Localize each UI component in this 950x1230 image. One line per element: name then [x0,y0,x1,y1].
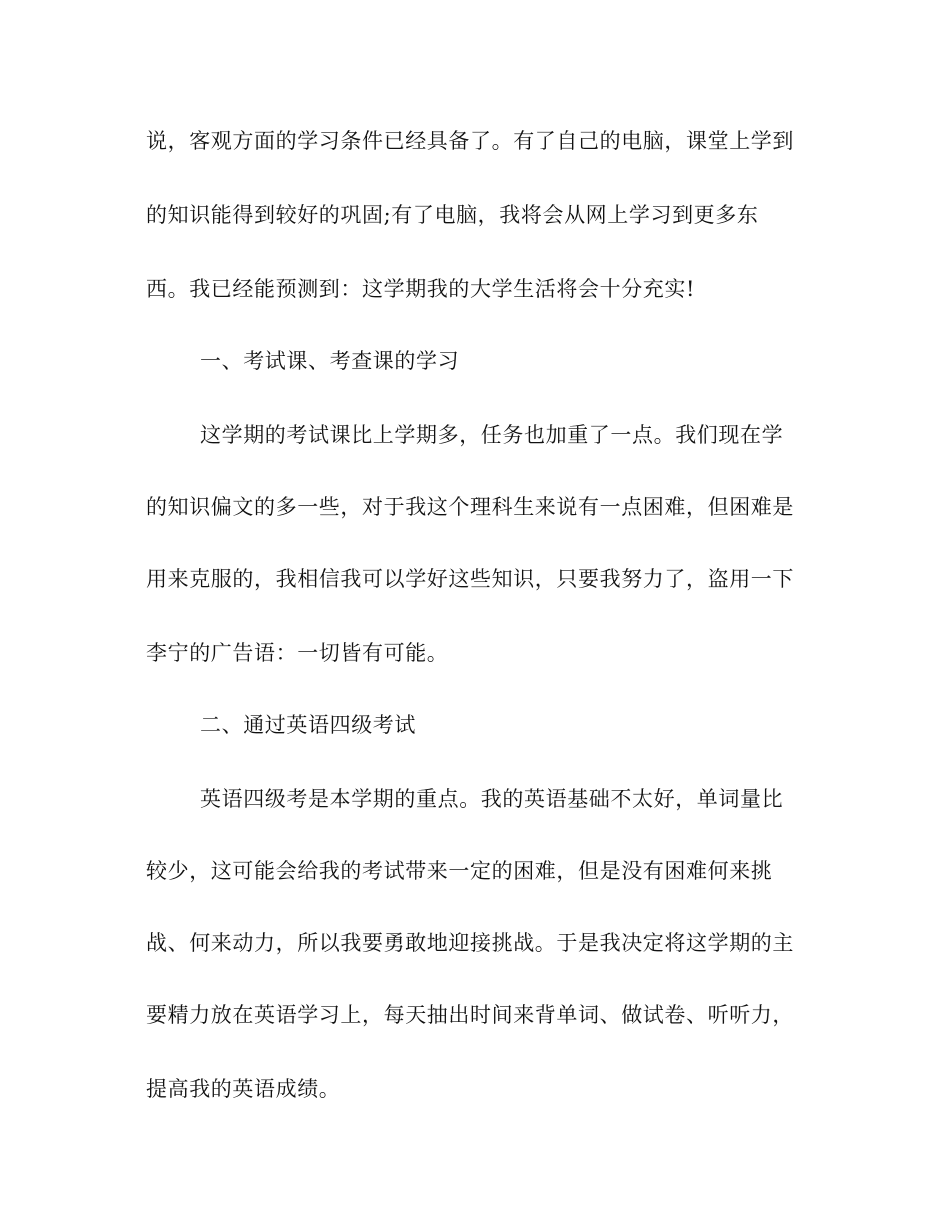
paragraph-line-9: 较少，这可能会给我的考试带来一定的困难，但是没有困难何来挑 [146,859,773,883]
paragraph-line-5: 的知识偏文的多一些，对于我这个理科生来说有一点困难，但困难是 [146,495,794,519]
paragraph-line-4: 这学期的考试课比上学期多，任务也加重了一点。我们现在学 [200,423,784,447]
paragraph-line-1: 说，客观方面的学习条件已经具备了。有了自己的电脑，课堂上学到 [146,129,794,153]
section-heading-1: 一、考试课、考查课的学习 [200,349,460,373]
paragraph-line-10: 战、何来动力，所以我要勇敢地迎接挑战。于是我决定将这学期的主 [146,931,794,955]
paragraph-line-7: 李宁的广告语：一切皆有可能。 [146,641,449,665]
paragraph-line-11: 要精力放在英语学习上，每天抽出时间来背单词、做试卷、听听力， [146,1003,794,1027]
section-heading-2: 二、通过英语四级考试 [200,713,416,737]
paragraph-line-12: 提高我的英语成绩。 [146,1077,341,1101]
paragraph-line-3: 西。我已经能预测到：这学期我的大学生活将会十分充实! [146,277,696,301]
paragraph-line-8: 英语四级考是本学期的重点。我的英语基础不太好，单词量比 [200,787,784,811]
paragraph-line-2: 的知识能得到较好的巩固;有了电脑，我将会从网上学习到更多东 [146,203,759,227]
paragraph-line-6: 用来克服的，我相信我可以学好这些知识，只要我努力了，盗用一下 [146,567,794,591]
